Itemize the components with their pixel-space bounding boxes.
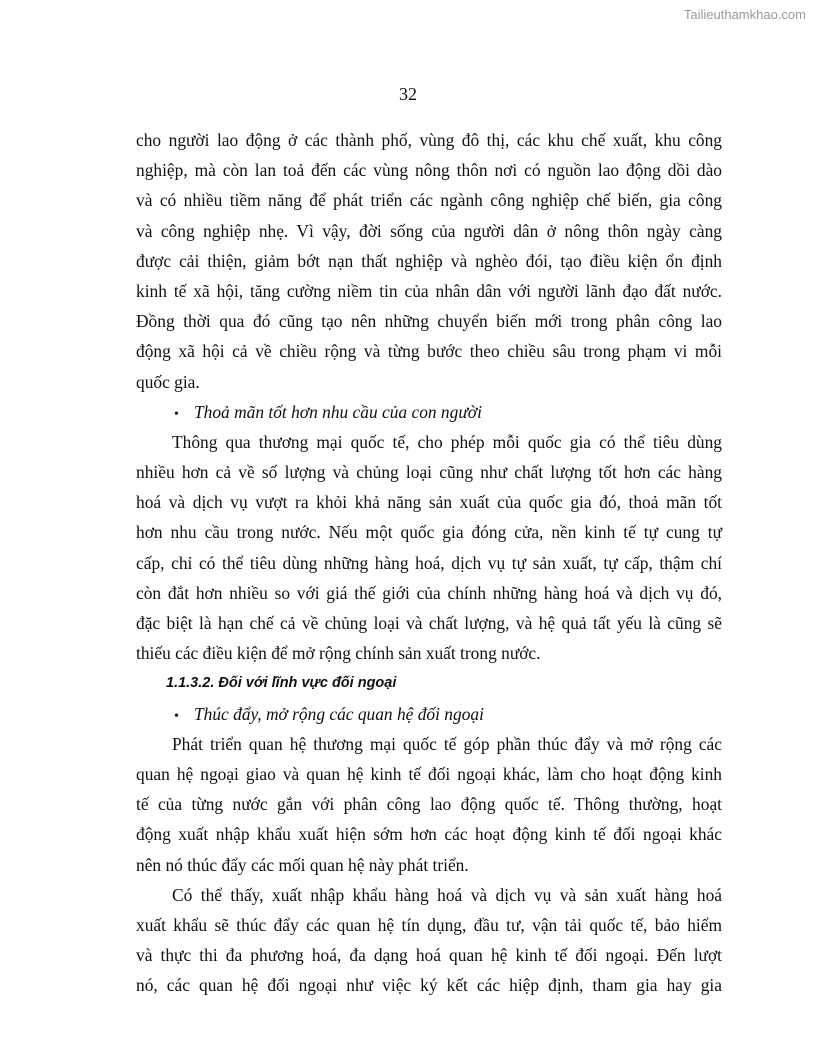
paragraph-line: nó, các quan hệ đối ngoại như việc ký kết các hiệp định, tham gia hay gia	[136, 975, 722, 996]
paragraph-line: cho người lao động ở các thành phố, vùng đô thị, các khu chế xuất, khu công	[136, 130, 722, 150]
bullet-item-foreign-relations	[136, 699, 722, 729]
paragraph-line: quốc gia.	[136, 371, 200, 392]
paragraph-3	[136, 729, 722, 880]
page-body	[136, 125, 722, 1000]
paragraph-line: Có thể thấy, xuất nhập khẩu hàng hoá và dịch vụ và sản xuất hàng hoá	[172, 884, 722, 905]
bullet-text: Thúc đẩy, mở rộng các quan hệ đối ngoại	[194, 703, 484, 724]
paragraph-line: Đồng thời qua đó cũng tạo nên những chuyển biến mới trong phân công lao	[136, 311, 722, 332]
paragraph-line: và thực thi đa phương hoá, đa dạng hoá quan hệ kinh tế đối ngoại. Đến lượt	[136, 945, 722, 966]
paragraph-2	[136, 427, 722, 669]
section-heading: 1.1.3.2. Đối với lĩnh vực đối ngoại	[166, 675, 397, 692]
paragraph-line: kinh tế xã hội, tăng cường niềm tin của nhân dân với người lãnh đạo đất nước.	[136, 280, 722, 301]
paragraph-line: nghiệp, mà còn lan toả đến các vùng nông thôn nơi có nguồn lao động dồi dào	[136, 160, 722, 181]
paragraph-line: hoá và dịch vụ vượt ra khỏi khả năng sản xuất của quốc gia đó, thoả mãn tốt	[136, 492, 722, 513]
bullet-icon: •	[174, 406, 179, 422]
paragraph-line: tế của từng nước gắn với phân công lao động quốc tế. Thông thường, hoạt	[136, 794, 722, 815]
paragraph-line: xuất khẩu sẽ thúc đẩy các quan hệ tín dụng, đầu tư, vận tải quốc tế, bảo hiểm	[136, 914, 722, 935]
paragraph-line: được cải thiện, giảm bớt nạn thất nghiệp và nghèo đói, tạo điều kiện ổn định	[136, 250, 722, 271]
paragraph-line: nhiều hơn cả về số lượng và chủng loại cũng như chất lượng tốt hơn các hàng	[136, 462, 722, 483]
page-number: 32	[399, 84, 417, 104]
bullet-item-satisfy-needs	[136, 397, 722, 427]
paragraph-line: Phát triển quan hệ thương mại quốc tế góp phần thúc đẩy và mở rộng các	[172, 733, 722, 754]
paragraph-line: và công nghiệp nhẹ. Vì vậy, đời sống của người dân ở nông thôn ngày càng	[136, 220, 722, 241]
bullet-icon: •	[174, 708, 179, 724]
paragraph-line: động xã hội cả về chiều rộng và từng bước theo chiều sâu trong phạm vi mỗi	[136, 341, 722, 362]
paragraph-line: đặc biệt là hạn chế cả về chủng loại và chất lượng, và hệ quả tất yếu là cũng sẽ	[136, 613, 722, 633]
paragraph-line: quan hệ ngoại giao và quan hệ kinh tế đối ngoại khác, làm cho hoạt động kinh	[136, 763, 722, 784]
paragraph-line: nên nó thúc đẩy các mối quan hệ này phát triển.	[136, 854, 469, 875]
paragraph-line: còn đắt hơn nhiều so với giá thế giới của chính những hàng hoá và dịch vụ đó,	[136, 582, 722, 603]
paragraph-line: hơn nhu cầu trong nước. Nếu một quốc gia đóng cửa, nền kinh tế tự cung tự	[136, 522, 722, 543]
watermark-text: Tailieuthamkhao.com	[683, 7, 806, 22]
paragraph-line: và có nhiều tiềm năng để phát triển các ngành công nghiệp chế biến, gia công	[136, 190, 722, 211]
paragraph-line: thiếu các điều kiện để mở rộng chính sản xuất trong nước.	[136, 643, 541, 664]
paragraph-line: cấp, chỉ có thể tiêu dùng những hàng hoá, dịch vụ tự sản xuất, tự cấp, thậm chí	[136, 552, 722, 573]
paragraph-4	[136, 880, 722, 1001]
bullet-text: Thoả mãn tốt hơn nhu cầu của con người	[194, 401, 482, 422]
paragraph-1	[136, 125, 722, 397]
paragraph-line: Thông qua thương mại quốc tế, cho phép mỗi quốc gia có thể tiêu dùng	[172, 431, 722, 452]
paragraph-line: động xuất nhập khẩu xuất hiện sớm hơn các hoạt động kinh tế đối ngoại khác	[136, 824, 722, 845]
